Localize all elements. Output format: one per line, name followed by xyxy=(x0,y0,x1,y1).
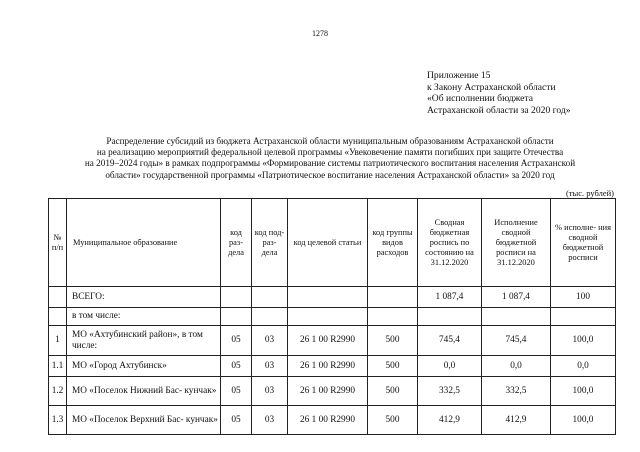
row-exec: 745,4 xyxy=(482,326,551,356)
total-budget-plan: 1 087,4 xyxy=(418,287,482,308)
row-subsection: 03 xyxy=(252,356,288,377)
row-subsection: 03 xyxy=(252,406,288,435)
header-execution: Исполнение сводной бюджетной росписи на 31.12.2020 xyxy=(482,199,551,287)
row-municipality: МО «Город Ахтубинск» xyxy=(67,356,221,377)
subsidy-table xyxy=(48,198,616,435)
row-plan: 0,0 xyxy=(418,356,482,377)
row-group: 500 xyxy=(368,326,418,356)
empty-cell xyxy=(252,308,288,326)
document-heading xyxy=(50,136,610,181)
empty-cell xyxy=(221,308,252,326)
row-plan: 745,4 xyxy=(418,326,482,356)
total-no-cell xyxy=(49,287,67,308)
header-subsection-code: код под- раз- дела xyxy=(252,199,288,287)
row-no: 1 xyxy=(49,326,67,356)
empty-cell xyxy=(368,308,418,326)
row-target: 26 1 00 R2990 xyxy=(288,356,368,377)
total-percent: 100 xyxy=(551,287,616,308)
header-municipality: Муниципальное образование xyxy=(67,199,221,287)
page-number: 1278 xyxy=(312,29,328,38)
row-plan: 412,9 xyxy=(418,406,482,435)
row-no: 1.1 xyxy=(49,356,67,377)
total-section-cell xyxy=(221,287,252,308)
table-row xyxy=(49,377,616,406)
heading-line: области» государственной программы «Патриотическое воспитание населения Астраханской области» за 2020 год xyxy=(105,169,555,180)
row-exec: 332,5 xyxy=(482,377,551,406)
empty-cell xyxy=(418,308,482,326)
row-target: 26 1 00 R2990 xyxy=(288,326,368,356)
empty-cell xyxy=(288,308,368,326)
row-target: 26 1 00 R2990 xyxy=(288,377,368,406)
row-section: 05 xyxy=(221,326,252,356)
including-label: в том числе: xyxy=(67,308,221,326)
row-section: 05 xyxy=(221,377,252,406)
row-plan: 332,5 xyxy=(418,377,482,406)
total-execution: 1 087,4 xyxy=(482,287,551,308)
row-municipality: МО «Поселок Верхний Бас- кунчак» xyxy=(67,406,221,435)
table-row-total xyxy=(49,287,616,308)
total-target-cell xyxy=(288,287,368,308)
table-row xyxy=(49,326,616,356)
total-group-cell xyxy=(368,287,418,308)
header-section-code: код раз- дела xyxy=(221,199,252,287)
header-expense-group: код группы видов расходов xyxy=(368,199,418,287)
row-subsection: 03 xyxy=(252,377,288,406)
header-percent: % исполне- ния сводной бюджетной росписи xyxy=(551,199,616,287)
table-row xyxy=(49,356,616,377)
row-section: 05 xyxy=(221,356,252,377)
row-pct: 100,0 xyxy=(551,406,616,435)
heading-line: Распределение субсидий из бюджета Астраханской области муниципальным образованиям Астраханской области xyxy=(106,136,554,146)
row-section: 05 xyxy=(221,406,252,435)
row-target: 26 1 00 R2990 xyxy=(288,406,368,435)
row-no: 1.3 xyxy=(49,406,67,435)
row-pct: 0,0 xyxy=(551,356,616,377)
row-subsection: 03 xyxy=(252,326,288,356)
table-row-including xyxy=(49,308,616,326)
row-pct: 100,0 xyxy=(551,326,616,356)
appendix-line: «Об исполнении бюджета xyxy=(427,93,533,105)
row-exec: 412,9 xyxy=(482,406,551,435)
units-label: (тыс. рублей) xyxy=(565,188,614,198)
appendix-line: Приложение 15 xyxy=(427,70,491,81)
empty-cell xyxy=(551,308,616,326)
row-group: 500 xyxy=(368,377,418,406)
row-municipality: МО «Ахтубинский район», в том числе: xyxy=(67,326,221,356)
table-row xyxy=(49,406,616,435)
row-no: 1.2 xyxy=(49,377,67,406)
appendix-line: к Закону Астраханской области xyxy=(427,81,556,93)
appendix-line: Астраханской области за 2020 год» xyxy=(427,104,571,116)
row-group: 500 xyxy=(368,356,418,377)
total-subsection-cell xyxy=(252,287,288,308)
total-label: ВСЕГО: xyxy=(67,287,221,308)
header-target-code: код целевой статьи xyxy=(288,199,368,287)
table-header-row xyxy=(49,199,616,287)
heading-line: на реализацию мероприятий федеральной целевой программы «Увековечение памяти погибших при защите Отечества xyxy=(96,147,564,158)
header-no: № п/п xyxy=(49,199,67,287)
row-municipality: МО «Поселок Нижний Бас- кунчак» xyxy=(67,377,221,406)
row-pct: 100,0 xyxy=(551,377,616,406)
header-budget-plan: Сводная бюджетная роспись по состоянию на 31.12.2020 xyxy=(418,199,482,287)
appendix-note xyxy=(427,70,571,116)
row-group: 500 xyxy=(368,406,418,435)
empty-cell xyxy=(482,308,551,326)
row-exec: 0,0 xyxy=(482,356,551,377)
heading-line: на 2019–2024 годы» в рамках подпрограммы «Формирование системы патриотического воспитания населения Астраханской xyxy=(84,158,576,169)
including-no-cell xyxy=(49,308,67,326)
